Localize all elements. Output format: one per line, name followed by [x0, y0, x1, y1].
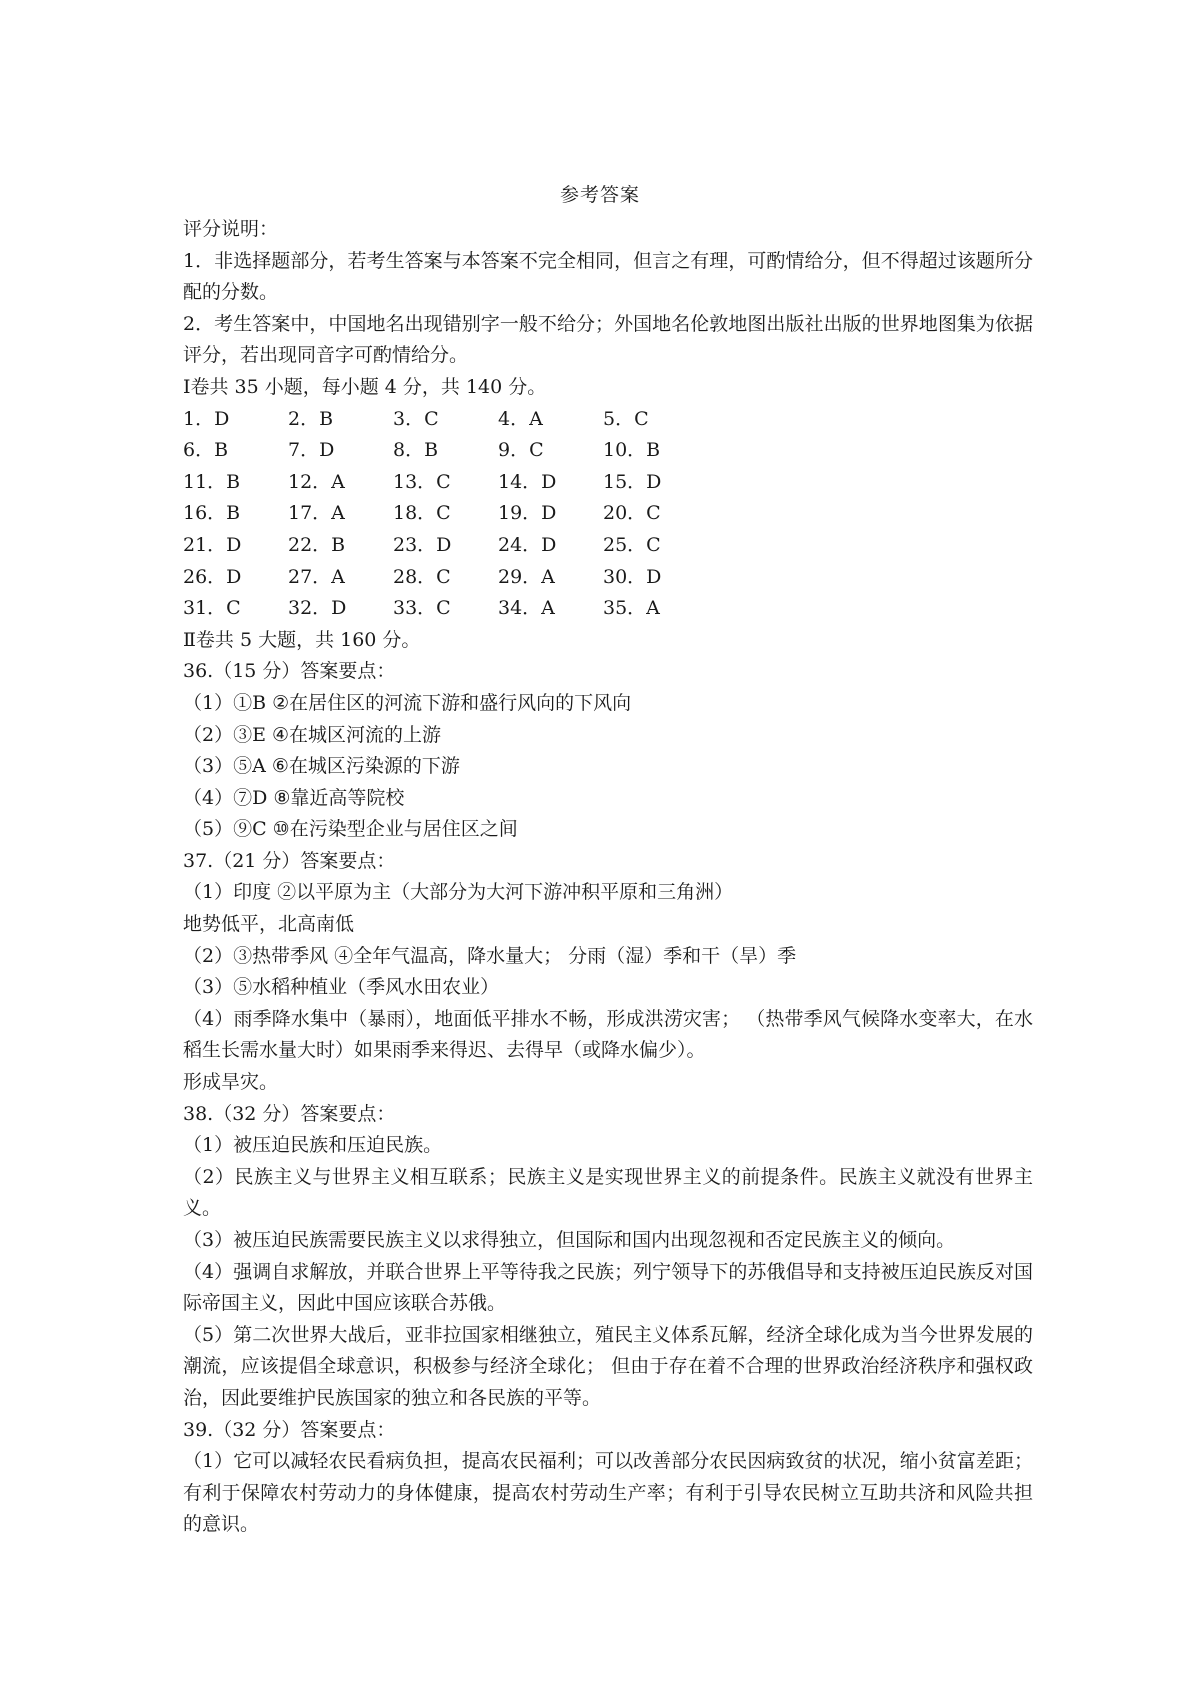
text-line: Ⅱ卷共 5 大题，共 160 分。 — [183, 628, 421, 651]
answer-item: 2．B — [288, 407, 334, 430]
answer-item: 3．C — [393, 407, 439, 430]
scoring-notes — [183, 214, 1033, 404]
answer-item: 14．D — [498, 470, 557, 493]
answer-content — [183, 214, 1033, 1541]
answer-item: 29．A — [498, 565, 555, 588]
answer-item: 26．D — [183, 565, 242, 588]
answer-item: 4．A — [498, 407, 543, 430]
answer-item: 18．C — [393, 502, 451, 525]
answer-item: 1．D — [183, 407, 230, 430]
text-line: 38.（32 分）答案要点： — [183, 1102, 396, 1125]
answer-item: 11．B — [183, 470, 241, 493]
text-line: （1）它可以减轻农民看病负担，提高农民福利；可以改善部分农民因病致贫的状况，缩小贫富差距；有利于保障农村劳动力的身体健康，提高农村劳动生产率；有利于引导农民树立互助共济和风险共担的意识。 — [183, 1450, 1033, 1536]
answer-item: 31．C — [183, 597, 241, 620]
answer-item: 23．D — [393, 533, 452, 556]
text-line: （3）被压迫民族需要民族主义以求得独立，但国际和国内出现忽视和否定民族主义的倾向。 — [183, 1229, 956, 1251]
text-line: 地势低平，北高南低 — [183, 913, 355, 936]
choice-answers-grid — [183, 404, 1033, 625]
answer-item: 19．D — [498, 502, 557, 525]
text-line: （4）雨季降水集中（暴雨），地面低平排水不畅，形成洪涝灾害； （热带季风气候降水变率大，在水稻生长需水量大时）如果雨季来得迟、去得早（或降水偏少）。 — [183, 1007, 1033, 1062]
text-line: （4）强调自求解放，并联合世界上平等待我之民族；列宁领导下的苏俄倡导和支持被压迫民族反对国际帝国主义，因此中国应该联合苏俄。 — [183, 1260, 1033, 1315]
text-line: 39.（32 分）答案要点： — [183, 1418, 396, 1441]
text-line: 评分说明： — [183, 218, 279, 240]
answer-item: 30．D — [603, 565, 662, 588]
text-line: （1）①B ②在居住区的河流下游和盛行风向的下风向 — [183, 691, 632, 714]
answer-item: 12．A — [288, 470, 345, 493]
text-line: 2．考生答案中，中国地名出现错别字一般不给分；外国地名伦敦地图出版社出版的世界地图集为依据评分，若出现同音字可酌情给分。 — [183, 312, 1033, 367]
text-line: （1）印度 ②以平原为主（大部分为大河下游冲积平原和三角洲） — [183, 881, 734, 904]
answer-item: 6．B — [183, 439, 229, 462]
answer-item: 8．B — [393, 439, 439, 462]
text-line: （3）⑤水稻种植业（季风水田农业） — [183, 976, 500, 999]
answer-item: 32．D — [288, 597, 347, 620]
subjective-answers — [183, 625, 1033, 1541]
text-line: （2）民族主义与世界主义相互联系；民族主义是实现世界主义的前提条件。民族主义就没有世界主义。 — [183, 1165, 1033, 1220]
answer-item: 28．C — [393, 565, 451, 588]
answer-item: 9．C — [498, 439, 544, 462]
page-title: 参考答案 — [559, 184, 640, 206]
answer-item: 7．D — [288, 439, 335, 462]
text-line: 37.（21 分）答案要点： — [183, 849, 396, 872]
answer-item: 16．B — [183, 502, 241, 525]
answer-item: 24．D — [498, 533, 557, 556]
text-line: （3）⑤A ⑥在城区污染源的下游 — [183, 755, 460, 778]
text-line: 1．非选择题部分，若考生答案与本答案不完全相同，但言之有理，可酌情给分，但不得超过该题所分配的分数。 — [183, 249, 1033, 304]
answer-item: 21．D — [183, 533, 242, 556]
answer-item: 13．C — [393, 470, 451, 493]
answer-item: 22．B — [288, 533, 346, 556]
text-line: （2）③热带季风 ④全年气温高，降水量大； 分雨（湿）季和干（旱）季 — [183, 944, 797, 967]
answer-item: 15．D — [603, 470, 662, 493]
text-line: Ⅰ卷共 35 小题，每小题 4 分，共 140 分。 — [183, 375, 547, 398]
answer-item: 25．C — [603, 533, 661, 556]
answer-item: 10．B — [603, 439, 661, 462]
answer-item: 34．A — [498, 597, 555, 620]
answer-item: 5．C — [603, 407, 649, 430]
answer-item: 33．C — [393, 597, 451, 620]
text-line: 36.（15 分）答案要点： — [183, 660, 396, 683]
text-line: （4）⑦D ⑧靠近高等院校 — [183, 786, 405, 809]
answer-item: 17．A — [288, 502, 345, 525]
text-line: （1）被压迫民族和压迫民族。 — [183, 1134, 443, 1157]
text-line: 形成旱灾。 — [183, 1071, 279, 1094]
answer-item: 20．C — [603, 502, 661, 525]
text-line: （5）⑨C ⑩在污染型企业与居住区之间 — [183, 818, 518, 841]
answer-item: 27．A — [288, 565, 345, 588]
answer-item: 35．A — [603, 597, 660, 620]
text-line: （2）③E ④在城区河流的上游 — [183, 723, 442, 746]
text-line: （5）第二次世界大战后，亚非拉国家相继独立，殖民主义体系瓦解，经济全球化成为当今世界发展的潮流，应该提倡全球意识，积极参与经济全球化； 但由于存在着不合理的世界政治经济秩序和强权政治，因此要维护民族国家的独立和各民族的平等。 — [183, 1323, 1033, 1409]
